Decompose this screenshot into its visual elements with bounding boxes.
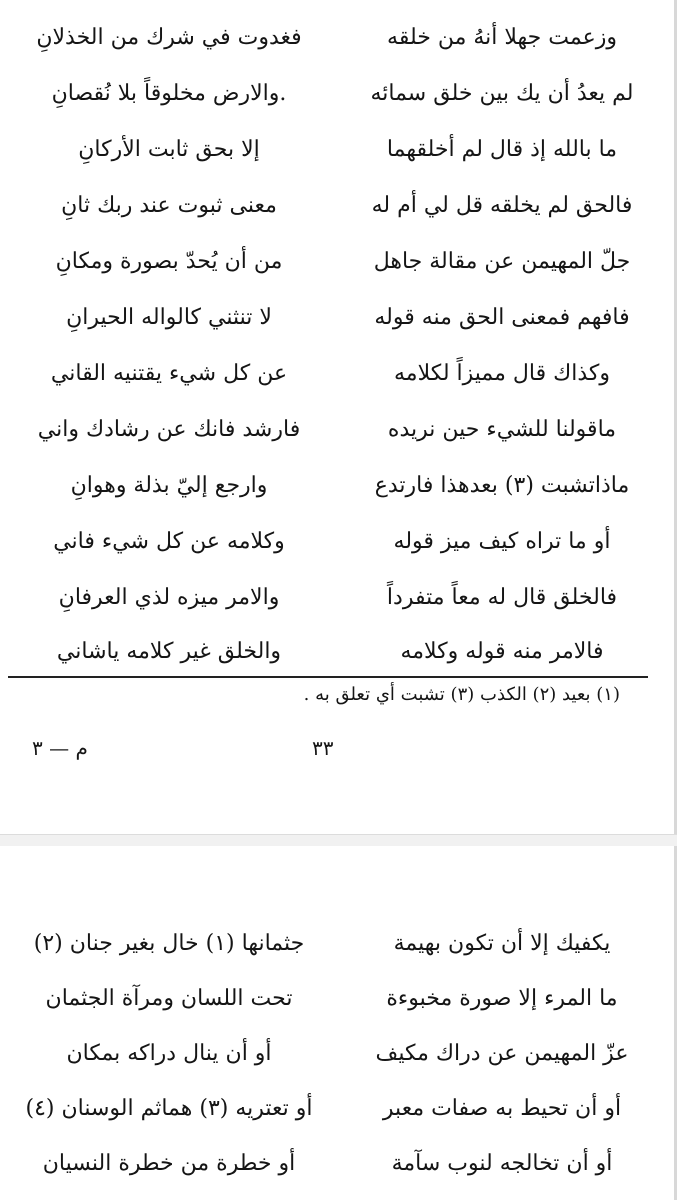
verse-second-hemistich: أو خطرة من خطرة النسيان	[42, 1151, 296, 1176]
verse-first-hemistich: فالحق لم يخلقه قل لي أم له	[371, 193, 633, 218]
verse-second-hemistich: جثمانها (١) خال بغير جنان (٢)	[33, 931, 305, 956]
verse-second-hemistich: والامر ميزه لذي العرفانِ	[58, 585, 280, 610]
verse-second-hemistich: .والارض مخلوقاً بلا نُقصانِ	[51, 81, 287, 106]
verse-line	[0, 1026, 677, 1082]
verse-line	[0, 178, 677, 234]
verse-line	[0, 570, 677, 626]
verse-second-hemistich: تحت اللسان ومرآة الجثمان	[45, 986, 293, 1011]
verse-second-hemistich: والخلق غير كلامه ياشاني	[56, 639, 282, 664]
verse-second-hemistich: عن كل شيء يقتنيه القاني	[50, 361, 288, 386]
book-page-bottom	[0, 846, 677, 1200]
verse-first-hemistich: وزعمت جهلا أنهُ من خلقه	[387, 25, 617, 50]
verse-line	[0, 971, 677, 1027]
verse-second-hemistich: فغدوت في شرك من الخذلانِ	[36, 25, 302, 50]
verse-first-hemistich: وكذاك قال مميزاً لكلامه	[393, 361, 611, 386]
verse-second-hemistich: لا تنثني كالواله الحيرانِ	[66, 305, 272, 330]
footnotes: (١) بعيد (٢) الكذب (٣) تشبت أي تعلق به .	[303, 684, 620, 705]
verse-line	[0, 66, 677, 122]
verse-line	[0, 1136, 677, 1192]
verse-first-hemistich: أو أن تحيط به صفات معبر	[382, 1096, 622, 1121]
verse-second-hemistich: وارجع إليّ بذلة وهوانِ	[70, 473, 268, 498]
verse-line	[0, 916, 677, 972]
verse-first-hemistich: جلّ المهيمن عن مقالة جاهل	[373, 249, 631, 274]
verse-line	[0, 346, 677, 402]
verse-first-hemistich: يكفيك إلا أن تكون بهيمة	[393, 931, 611, 956]
verse-first-hemistich: فالخلق قال له معاً متفرداً	[386, 585, 618, 610]
verse-line	[0, 10, 677, 66]
verse-second-hemistich: أو تعتريه (٣) هماثم الوسنان (٤)	[25, 1096, 313, 1121]
verse-line	[0, 122, 677, 178]
verse-first-hemistich: أو أن تخالجه لنوب سآمة	[391, 1151, 613, 1176]
verse-first-hemistich: ماذاتشبت (٣) بعدهذا فارتدع	[374, 473, 630, 498]
verse-first-hemistich: ما المرء إلا صورة مخبوءة	[386, 986, 618, 1011]
verse-second-hemistich: إلا بحق ثابت الأركانِ	[78, 137, 260, 162]
verse-first-hemistich: فالامر منه قوله وكلامه	[400, 639, 604, 664]
page-number: ٣٣	[312, 736, 334, 760]
verse-line	[0, 624, 677, 680]
printer-signature: م — ٣	[32, 736, 88, 760]
verse-first-hemistich: لم يعدُ أن يك بين خلق سمائه	[370, 81, 634, 106]
verse-second-hemistich: أو أن ينال دراكه بمكان	[66, 1041, 272, 1066]
verse-first-hemistich: فافهم فمعنى الحق منه قوله	[374, 305, 630, 330]
verse-second-hemistich: وكلامه عن كل شيء فاني	[53, 529, 285, 554]
verse-second-hemistich: معنى ثبوت عند ربك ثانِ	[61, 193, 277, 218]
verse-line	[0, 402, 677, 458]
verse-line	[0, 458, 677, 514]
verse-line	[0, 290, 677, 346]
verse-second-hemistich: فارشد فانك عن رشادك واني	[37, 417, 301, 442]
footnote-divider	[8, 676, 648, 678]
verse-first-hemistich: أو ما تراه كيف ميز قوله	[393, 529, 611, 554]
verse-first-hemistich: ما بالله إذ قال لم أخلقهما	[386, 137, 618, 162]
verse-line	[0, 234, 677, 290]
verse-first-hemistich: عزّ المهيمن عن دراك مكيف	[375, 1041, 629, 1066]
verse-first-hemistich: ماقولنا للشيء حين نريده	[387, 417, 617, 442]
verse-line	[0, 1081, 677, 1137]
verse-line	[0, 514, 677, 570]
verse-second-hemistich: من أن يُحدّ بصورة ومكانِ	[55, 249, 283, 274]
